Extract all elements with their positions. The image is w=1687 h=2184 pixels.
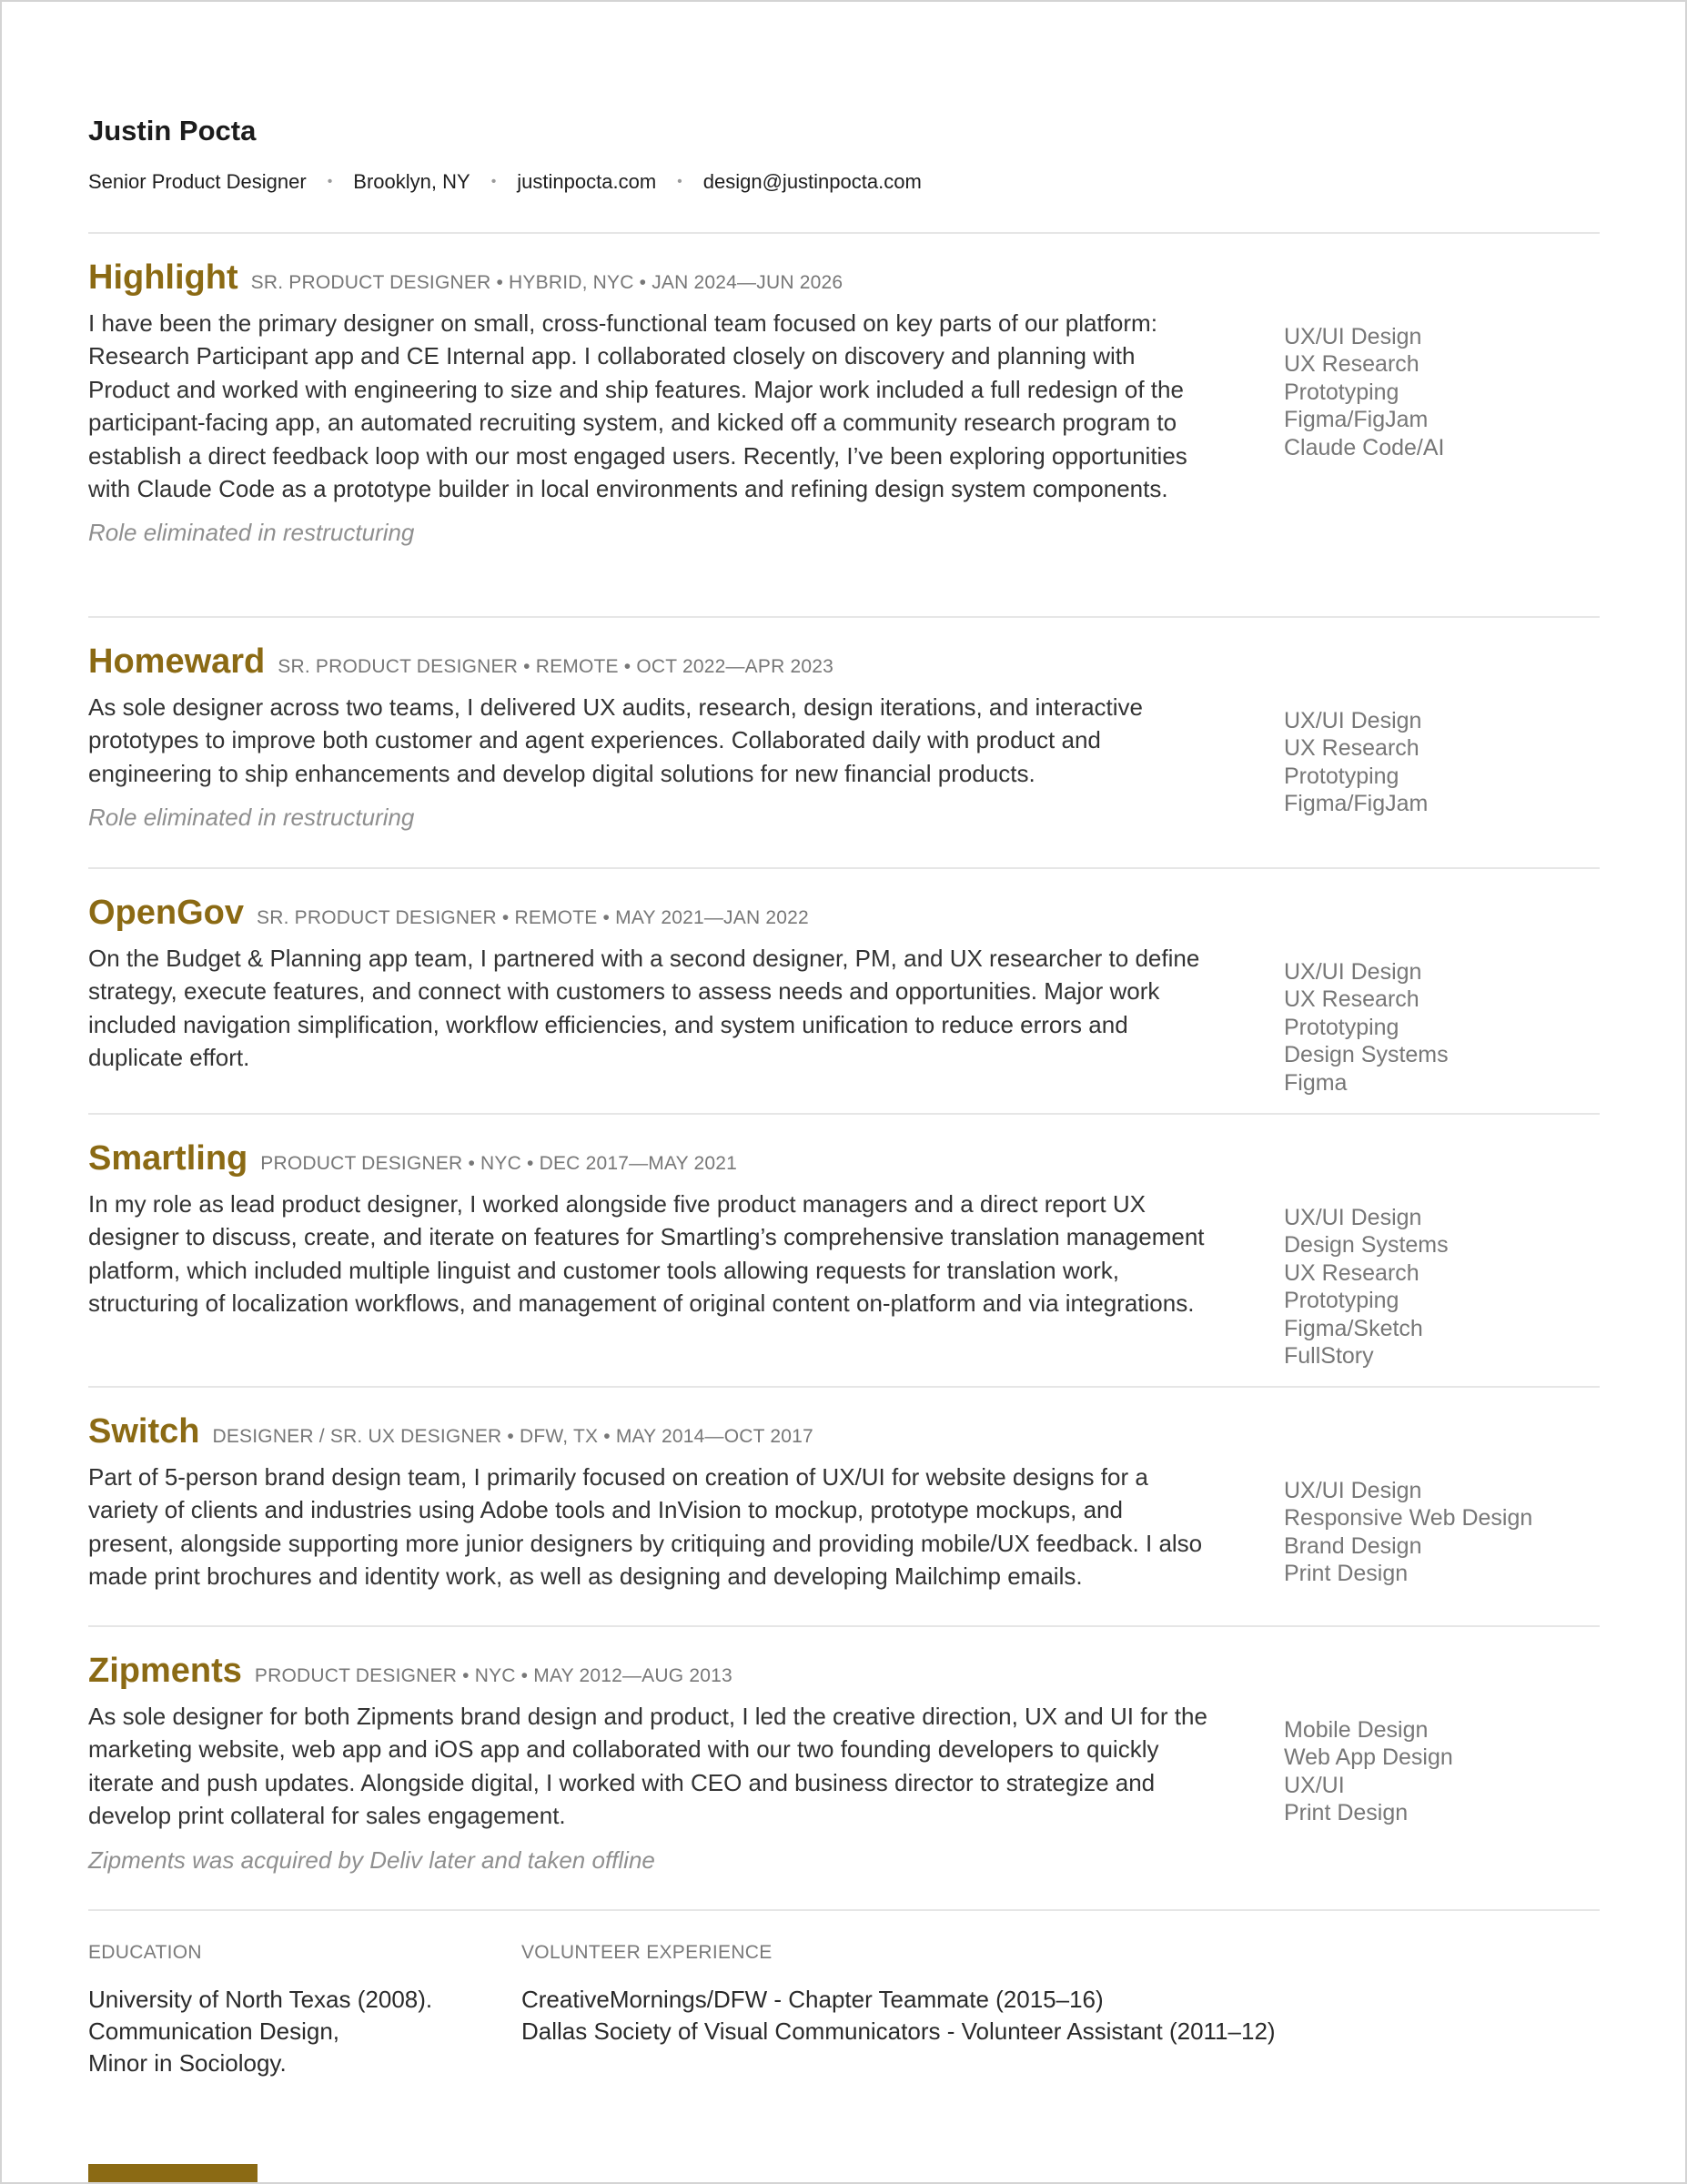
website-link[interactable]: justinpocta.com: [517, 170, 657, 193]
job-meta: PRODUCT DESIGNER • NYC • MAY 2012—AUG 2013: [254, 1665, 732, 1686]
skill-item: Figma/Sketch: [1284, 1315, 1423, 1341]
skill-item: UX Research: [1284, 735, 1419, 762]
skill-item: UX/UI: [1284, 1772, 1345, 1798]
job-meta: SR. PRODUCT DESIGNER • REMOTE • MAY 2021—JAN 2022: [257, 907, 809, 928]
education-label: EDUCATION: [88, 1942, 202, 1963]
company-name: Highlight: [88, 258, 238, 297]
job-header: [88, 254, 1600, 301]
skill-item: Prototyping: [1284, 1288, 1399, 1314]
job-title-text: Senior Product Designer: [88, 170, 307, 193]
job-meta: SR. PRODUCT DESIGNER • REMOTE • OCT 2022—APR 2023: [278, 656, 834, 677]
accent-bar: [88, 2164, 258, 2184]
skill-item: Prototyping: [1284, 379, 1399, 405]
volunteer-lines: [521, 1984, 1276, 2048]
job-meta: DESIGNER / SR. UX DESIGNER • DFW, TX • MAY 2014—OCT 2017: [212, 1426, 813, 1447]
job-entry: [88, 234, 1600, 618]
job-header: [88, 1647, 1600, 1694]
skill-item: Claude Code/AI: [1284, 434, 1445, 460]
job-description: On the Budget & Planning app team, I partnered with a second designer, PM, and UX researcher to define strategy, execute features, and connect with customers to assess needs and opportunities. Major work included navigation simplification, workflow efficiencies, and system unification to reduce errors and duplicate effort.: [88, 945, 1200, 1072]
skill-item: UX/UI Design: [1284, 708, 1422, 733]
job-description: As sole designer across two teams, I delivered UX audits, research, design iterations, and interactive prototypes to improve both customer and agent experiences. Collaborated daily with product and engineering to ship enhancements and develop digital solutions for new financial products.: [88, 693, 1144, 787]
job-entry: [88, 1627, 1600, 1911]
company-name: OpenGov: [88, 894, 245, 932]
volunteer-line: Dallas Society of Visual Communicators - Volunteer Assistant (2011–12): [521, 2017, 1276, 2045]
education-line: Minor in Sociology.: [88, 2049, 287, 2077]
job-note: Zipments was acquired by Deliv later and taken offline: [88, 1845, 655, 1874]
skills-list: [1284, 958, 1449, 1097]
volunteer-label: VOLUNTEER EXPERIENCE: [521, 1942, 773, 1963]
experience-list: [88, 234, 1600, 1911]
job-note: Role eliminated in restructuring: [88, 519, 415, 547]
email-link[interactable]: design@justinpocta.com: [702, 170, 922, 193]
skill-item: Figma/FigJam: [1284, 407, 1429, 433]
skills-list: [1284, 1204, 1449, 1370]
skill-item: UX Research: [1284, 986, 1419, 1013]
job-entry: [88, 1388, 1600, 1627]
skills-list: [1284, 323, 1445, 461]
skill-item: UX Research: [1284, 1259, 1419, 1286]
skill-item: FullStory: [1284, 1343, 1374, 1370]
skill-item: Design Systems: [1284, 1232, 1449, 1259]
job-meta: PRODUCT DESIGNER • NYC • DEC 2017—MAY 2021: [260, 1153, 738, 1174]
volunteer-line: CreativeMornings/DFW - Chapter Teammate (2015–16): [521, 1986, 1104, 2013]
skills-list: [1284, 1716, 1453, 1827]
education-section: [88, 1938, 521, 2079]
skill-item: Print Design: [1284, 1561, 1409, 1587]
contact-row: [88, 167, 1603, 197]
location-text: Brooklyn, NY: [353, 170, 470, 193]
company-name: Switch: [88, 1412, 200, 1451]
resume-header: [88, 109, 1603, 197]
skill-item: Figma/FigJam: [1284, 791, 1429, 817]
skill-item: UX Research: [1284, 351, 1419, 378]
volunteer-section: [521, 1938, 1276, 2079]
job-entry: [88, 869, 1600, 1115]
job-description: In my role as lead product designer, I worked alongside five product managers and a direct report UX designer to discuss, create, and iterate on features for Smartling’s comprehensive translation management platform, which included multiple linguist and customer tools allowing requests for translation work, structuring of localization workflows, and management of original content on-platform and via integrations.: [88, 1190, 1205, 1318]
skill-item: UX/UI Design: [1284, 324, 1422, 349]
footer-sections: [88, 1938, 1600, 2079]
skill-item: Prototyping: [1284, 763, 1399, 789]
skill-item: Design Systems: [1284, 1042, 1449, 1068]
job-main: [88, 1694, 1207, 1876]
company-name: Zipments: [88, 1652, 242, 1690]
separator-dot: •: [327, 174, 333, 189]
job-main: [88, 685, 1207, 834]
skill-item: UX/UI Design: [1284, 959, 1422, 985]
job-header: [88, 638, 1600, 685]
education-line: Communication Design,: [88, 2017, 340, 2045]
job-main: [88, 301, 1207, 549]
job-header: [88, 1135, 1600, 1182]
education-lines: [88, 1984, 521, 2079]
job-header: [88, 889, 1600, 936]
job-header: [88, 1408, 1600, 1455]
skill-item: Print Design: [1284, 1800, 1409, 1826]
job-entry: [88, 618, 1600, 869]
skills-list: [1284, 707, 1428, 818]
skill-item: UX/UI Design: [1284, 1478, 1422, 1503]
company-name: Smartling: [88, 1139, 248, 1178]
skill-item: UX/UI Design: [1284, 1205, 1422, 1230]
skill-item: Mobile Design: [1284, 1717, 1429, 1743]
job-main: [88, 1182, 1207, 1320]
job-description: As sole designer for both Zipments brand design and product, I led the creative direction, UX and UI for the marketing website, web app and iOS app and collaborated with our two founding developers to quickly iterate and push updates. Alongside digital, I worked with CEO and business director to strategize and develop print collateral for sales engagement.: [88, 1703, 1207, 1830]
education-line: University of North Texas (2008).: [88, 1986, 433, 2013]
job-note: Role eliminated in restructuring: [88, 804, 415, 832]
job-description: I have been the primary designer on small, cross-functional team focused on key parts of our platform: Research Participant app and CE Internal app. I collaborated closely on discovery and planning with Product and worked with engineering to size and ship features. Major work included a full redesign of the participant-facing app, an automated recruiting system, and kicked off a community research program to establish a direct feedback loop with our most engaged users. Recently, I’ve been exploring opportunities with Claude Code as a prototype builder in local environments and refining design system components.: [88, 309, 1187, 503]
job-main: [88, 936, 1207, 1075]
job-description: Part of 5-person brand design team, I primarily focused on creation of UX/UI for website designs for a variety of clients and industries using Adobe tools and InVision to mockup, prototype mockups, and present, alongside supporting more junior designers by critiquing and providing mobile/UX feedback. I also made print brochures and identity work, as well as designing and developing Mailchimp emails.: [88, 1463, 1203, 1591]
separator-dot: •: [490, 174, 497, 189]
skill-item: Prototyping: [1284, 1014, 1399, 1040]
company-name: Homeward: [88, 642, 266, 681]
job-meta: SR. PRODUCT DESIGNER • HYBRID, NYC • JAN 2024—JUN 2026: [250, 272, 844, 293]
skill-item: Figma: [1284, 1069, 1348, 1096]
person-name: Justin Pocta: [88, 115, 257, 147]
skills-list: [1284, 1477, 1532, 1588]
separator-dot: •: [677, 174, 682, 189]
job-main: [88, 1455, 1207, 1593]
skill-item: Brand Design: [1284, 1532, 1422, 1559]
skill-item: Web App Design: [1284, 1744, 1453, 1771]
job-entry: [88, 1115, 1600, 1388]
skill-item: Responsive Web Design: [1284, 1505, 1533, 1532]
